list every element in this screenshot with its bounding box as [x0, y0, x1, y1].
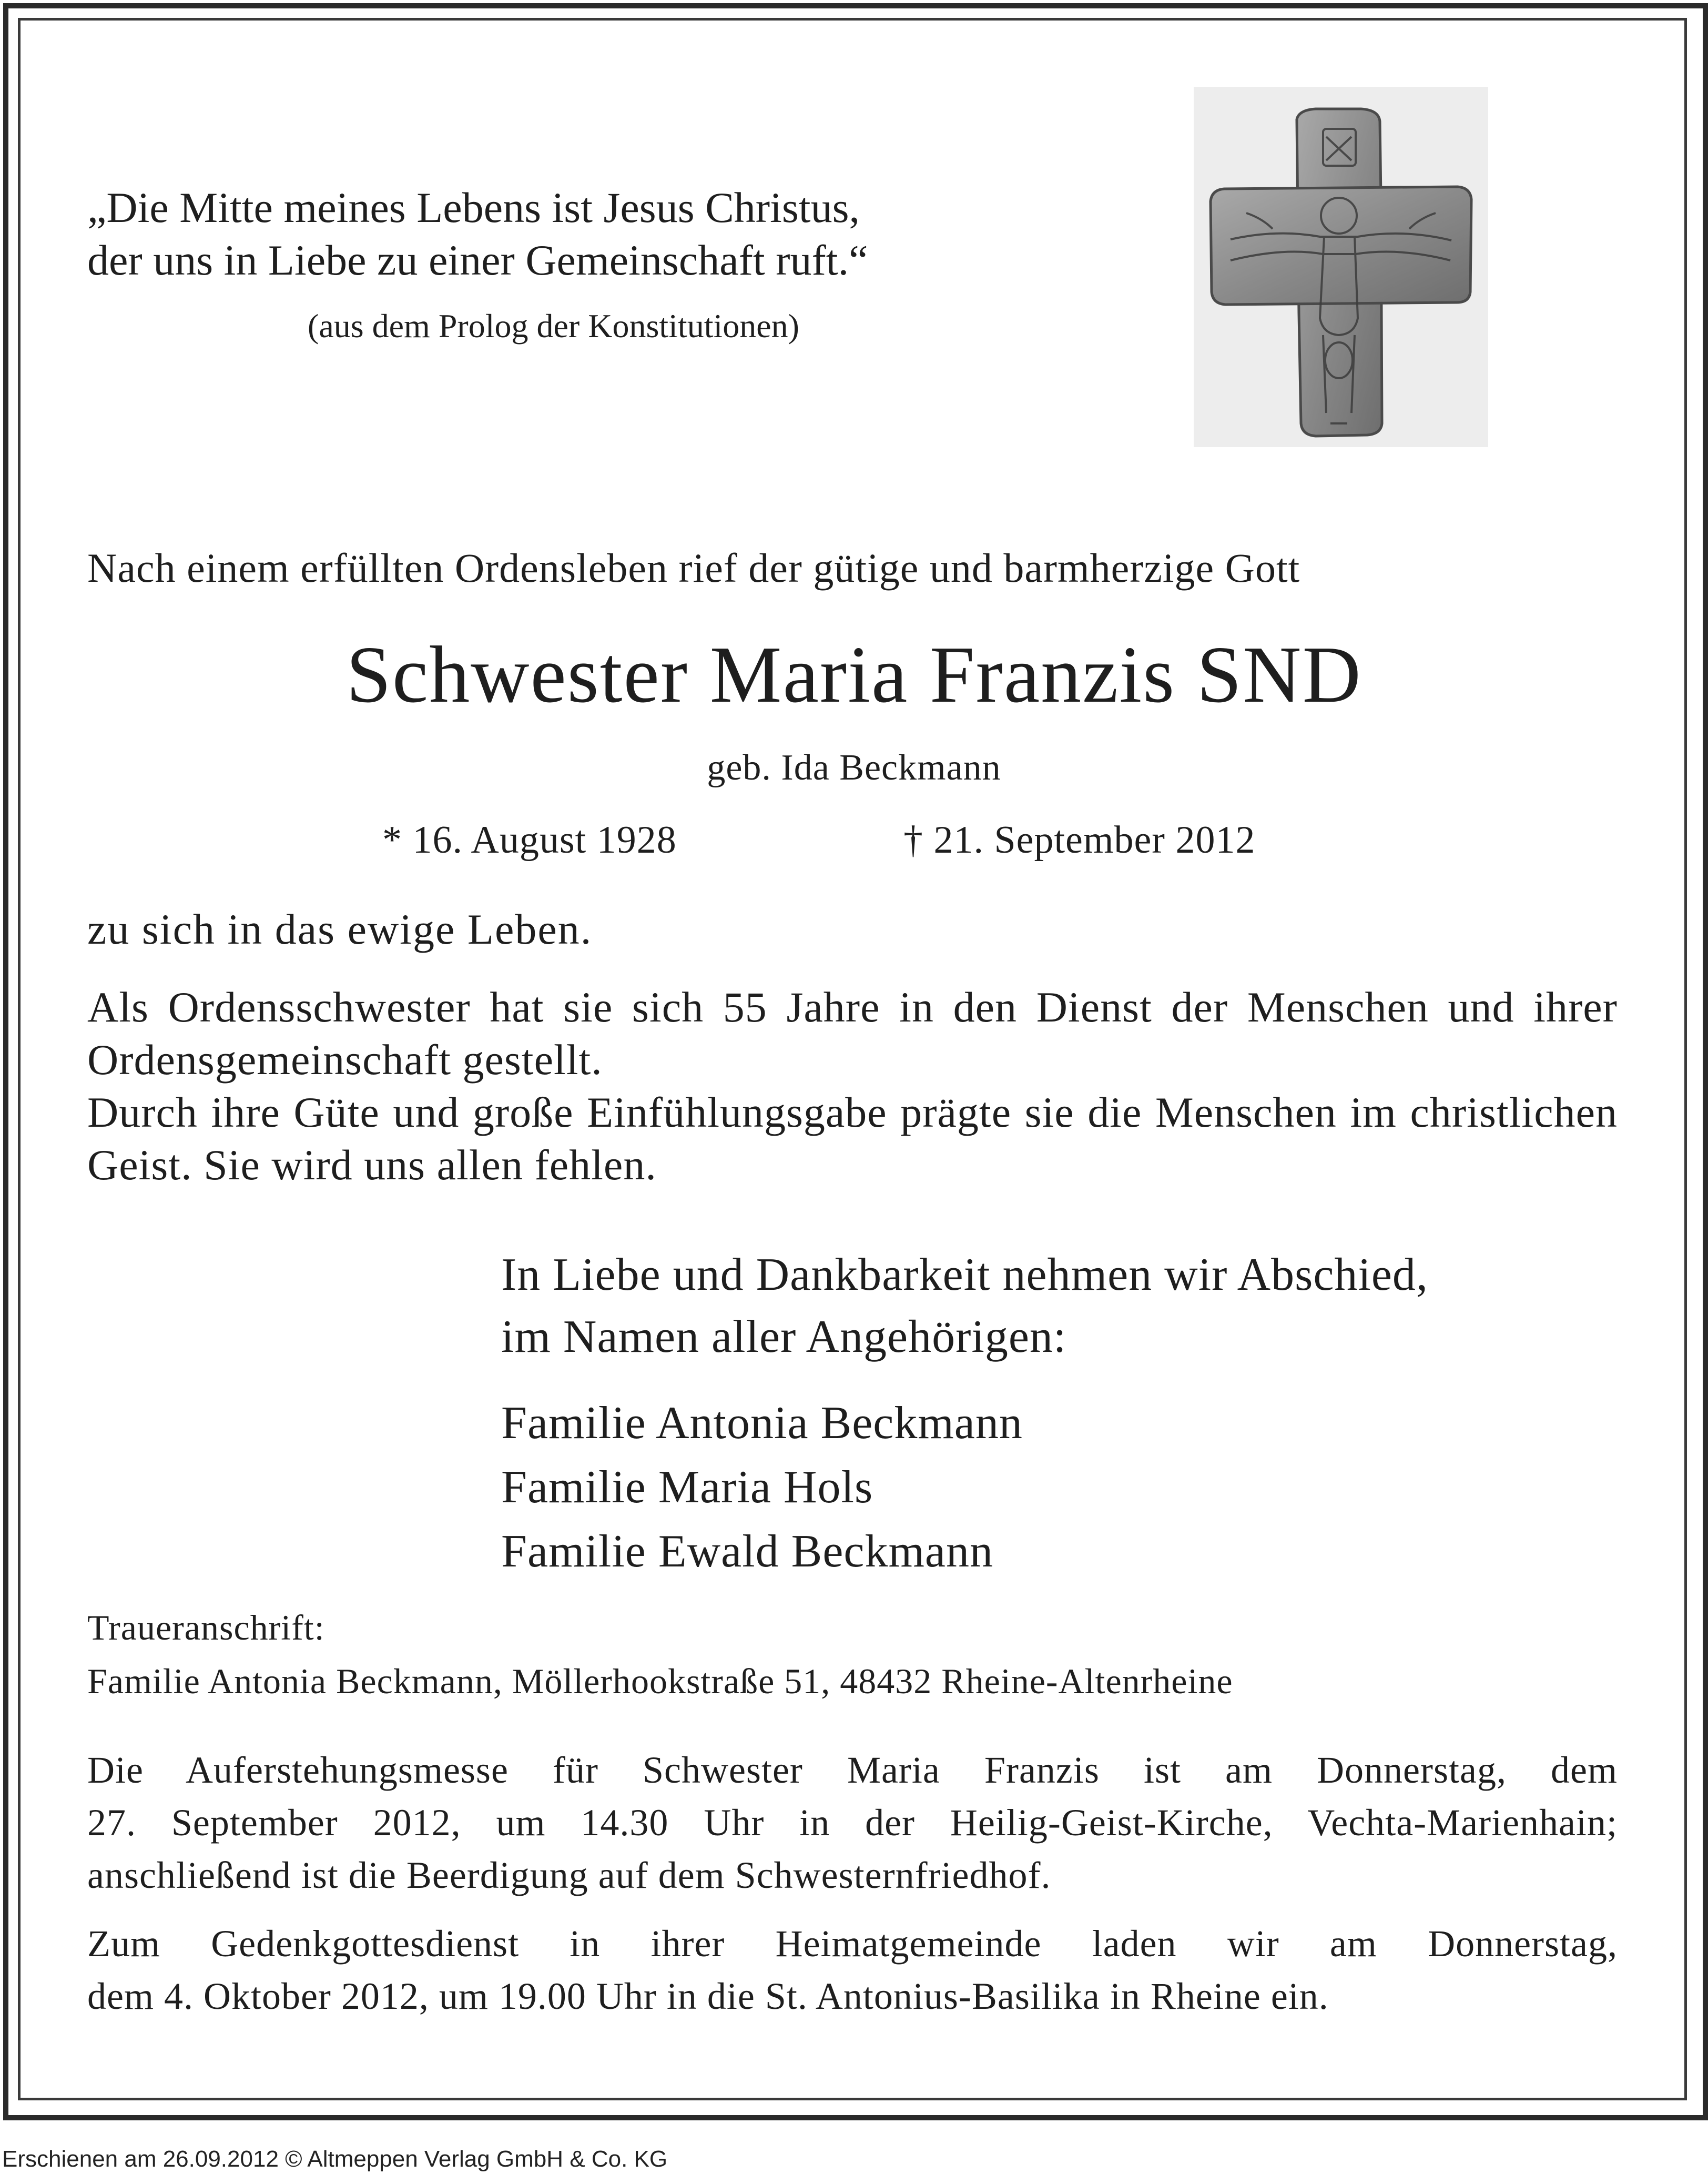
tribute-paragraph: Als Ordensschwester hat sie sich 55 Jahre in den Dienst der Menschen und ihrer Ordensgemeinschaft gestellt. — [87, 983, 1618, 1084]
tribute-paragraph: Durch ihre Güte und große Einfühlungsgabe prägte sie die Menschen im christlichen Geist. Sie wird uns allen fehlen. — [87, 1088, 1618, 1189]
family-name: Familie Maria Hols — [501, 1462, 873, 1513]
farewell-block — [501, 1244, 1428, 1368]
publication-footer: Erschienen am 26.09.2012 © Altmeppen Verlag GmbH & Co. KG — [2, 2146, 668, 2172]
memorial-service-info — [87, 1917, 1618, 2023]
memorial-line: dem 4. Oktober 2012, um 19.00 Uhr in die St. Antonius-Basilika in Rheine ein. — [87, 1975, 1329, 2017]
birth-name: geb. Ida Beckmann — [707, 747, 1001, 788]
families-list — [501, 1391, 1023, 1584]
funeral-mass-info — [87, 1744, 1618, 1902]
mass-line: anschließend ist die Beerdigung auf dem Schwesternfriedhof. — [87, 1854, 1051, 1896]
motto-source: (aus dem Prolog der Konstitutionen) — [308, 307, 799, 345]
eternal-life-line: zu sich in das ewige Leben. — [87, 905, 593, 953]
farewell-line: In Liebe und Dankbarkeit nehmen wir Abschied, — [501, 1249, 1428, 1300]
address-label: Traueranschrift: — [87, 1607, 325, 1647]
birth-date: * 16. August 1928 — [382, 818, 677, 862]
intro-sentence: Nach einem erfüllten Ordensleben rief der gütige und barmherzige Gott — [87, 545, 1300, 591]
deceased-name: Schwester Maria Franzis SND — [346, 630, 1362, 720]
mass-line: Die Auferstehungsmesse für Schwester Maria Franzis ist am Donnerstag, dem — [87, 1749, 1618, 1791]
motto-quote — [87, 181, 868, 287]
motto-line: „Die Mitte meines Lebens ist Jesus Christus, — [87, 184, 860, 231]
crucifix-icon — [1194, 87, 1488, 447]
mass-line: 27. September 2012, um 14.30 Uhr in der Heilig-Geist-Kirche, Vechta-Marienhain; — [87, 1802, 1618, 1844]
death-date: † 21. September 2012 — [903, 818, 1256, 862]
family-name: Familie Ewald Beckmann — [501, 1526, 993, 1577]
farewell-line: im Namen aller Angehörigen: — [501, 1311, 1067, 1362]
tribute-text — [87, 981, 1618, 1191]
memorial-line: Zum Gedenkgottesdienst in ihrer Heimatgemeinde laden wir am Donnerstag, — [87, 1923, 1618, 1965]
motto-line: der uns in Liebe zu einer Gemeinschaft ruft.“ — [87, 236, 868, 284]
family-name: Familie Antonia Beckmann — [501, 1398, 1023, 1449]
mourning-address: Familie Antonia Beckmann, Möllerhookstraße 51, 48432 Rheine-Altenrheine — [87, 1661, 1233, 1701]
